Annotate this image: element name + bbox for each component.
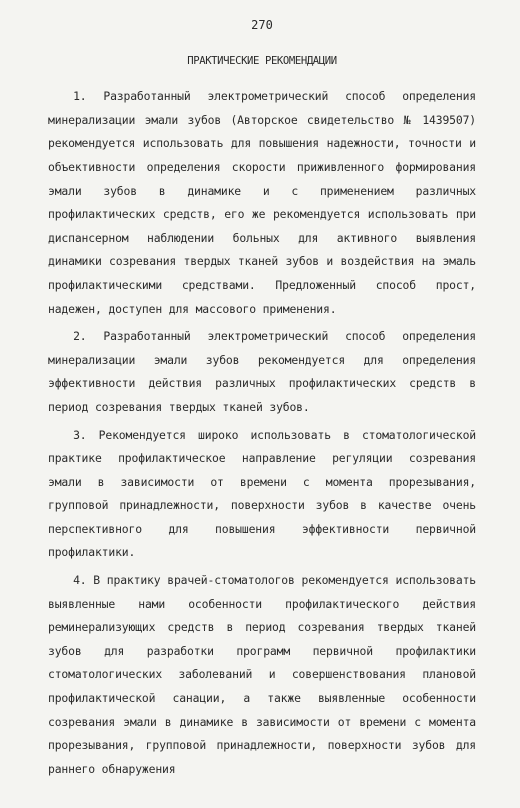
recommendation-paragraph bbox=[48, 569, 476, 781]
recommendation-paragraph bbox=[48, 325, 476, 419]
section-heading: ПРАКТИЧЕСКИЕ РЕКОМЕНДАЦИИ bbox=[187, 54, 337, 67]
paragraph-text: Рекомендуется широко использовать в стоматологической практике профилактическое направление регуляции созревания эмали в зависимости от времени с момента прорезывания, групповой принадлежности, поверхности зубов в качестве очень перспективного для повышения эффективности первичной профилактики. bbox=[48, 427, 476, 560]
paragraph-text: В практику врачей-стоматологов рекомендуется использовать выявленные нами особенности профилактического действия реминерализующих средств в период созревания твердых тканей зубов для разработки программ первичной профилактики стоматологических заболеваний и совершенствования плановой профилактической санации, а также выявленные особенности созревания эмали в динамике в зависимости от времени с момента прорезывания, групповой принадлежности, поверхности зубов для раннего обнаружения bbox=[48, 573, 476, 776]
page-number: 270 bbox=[251, 18, 273, 32]
recommendation-paragraph bbox=[48, 424, 476, 566]
paragraph-text: Разработанный электрометрический способ определения минерализации эмали зубов (Авторское свидетельство № 1439507) рекомендуется использовать для повышения надежности, точности и объективности определения скорости приживленного формирования эмали зубов в динамике и с применением различных профилактических средств, его же рекомендуется использовать при диспансерном наблюдении больных для активного выявления динамики созревания твердых тканей зубов и воздействия на эмаль профилактическими средствами. Предложенный способ прост, надежен, доступен для массового применения. bbox=[48, 89, 476, 316]
paragraph-number: 3. bbox=[73, 427, 87, 442]
paragraph-number: 2. bbox=[73, 329, 87, 344]
paragraph-number: 1. bbox=[73, 89, 87, 104]
paragraph-text: Разработанный электрометрический способ определения минерализации эмали зубов рекомендуется для определения эффективности действия различных профилактических средств в период созревания твердых тканей зубов. bbox=[48, 329, 476, 414]
recommendation-paragraph bbox=[48, 85, 476, 321]
paragraph-number: 4. bbox=[73, 573, 87, 588]
